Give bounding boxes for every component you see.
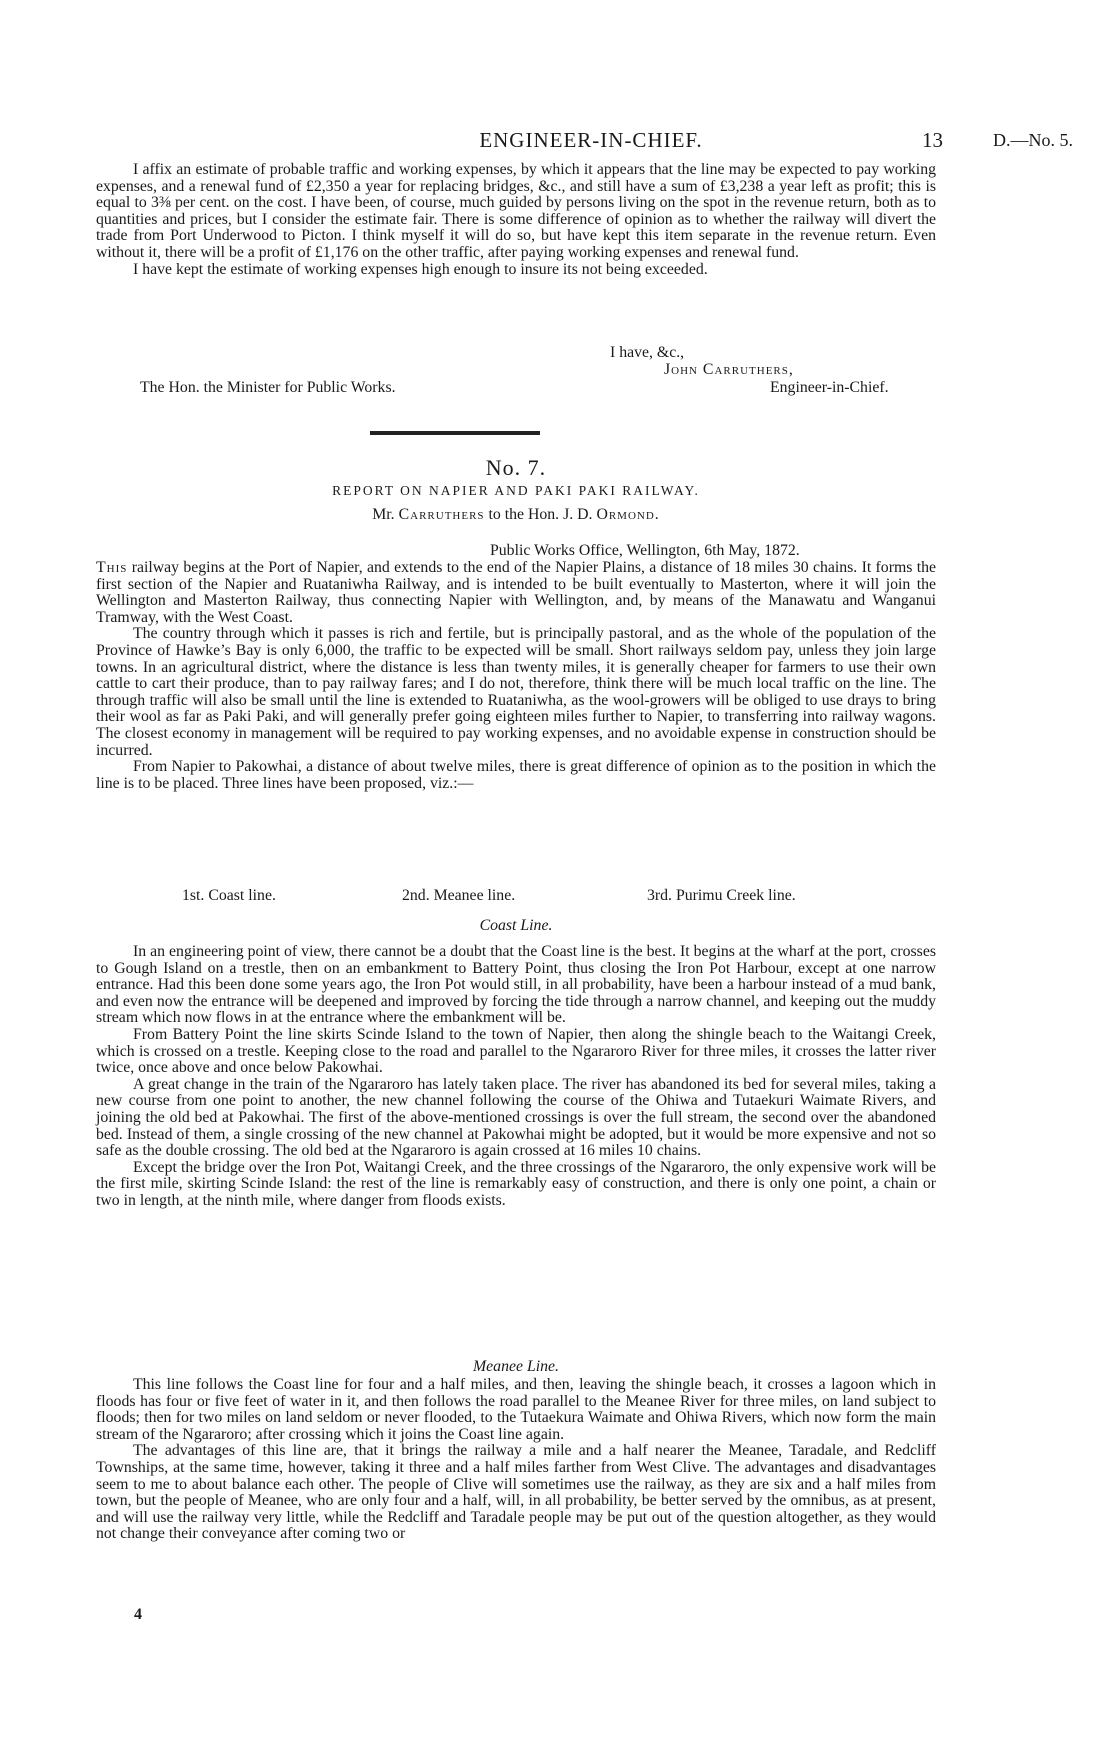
coast-line-section bbox=[96, 944, 936, 1210]
report-number: No. 7. bbox=[485, 455, 547, 480]
intro-paragraph: I have kept the estimate of working expenses high enough to insure its not being exceeded. bbox=[133, 260, 708, 278]
document-reference: D.—No. 5. bbox=[993, 130, 1073, 150]
lead-word: This bbox=[96, 559, 128, 576]
report-from-to bbox=[96, 506, 936, 524]
intro-paragraph: I affix an estimate of probable traffic and working expenses, by which it appears that the line may be expected to pay working expenses, and a renewal fund of £2,350 a year for replacing bridges, &c., and still have a sum of £3,238 a year left as profit; this is equal to 3⅜ per cent. on the cost. I have been, of course, much guided by persons living on the spot in the revenue return, both as to quantities and prices, but I consider the estimate fair. There is some difference of opinion as to whether the railway will divert the trade from Port Underwood to Picton. I think myself it will do so, but have kept this item separate in the revenue return. Even without it, there will be a profit of £1,176 on the other traffic, after paying working expenses and renewal fund. bbox=[96, 161, 936, 261]
section-divider bbox=[370, 431, 540, 435]
page-number: 13 bbox=[922, 128, 943, 152]
body-paragraph: This line follows the Coast line for four and a half miles, and then, leaving the shingle beach, it crosses a lagoon which in floods has four or five feet of water in it, and then follows the road parallel to the Meanee River for three miles, on land subject to floods; then for two miles on land seldom or never flooded, to the Tutaekura Waimate and Ohiwa Rivers, which now form the main stream of the Ngararoro; after crossing which it joins the Coast line again. bbox=[96, 1376, 936, 1443]
signature-closing: I have, &c., bbox=[610, 344, 685, 361]
dateline: Public Works Office, Wellington, 6th May, 1872. bbox=[490, 542, 800, 559]
signature-mark: 4 bbox=[134, 1606, 142, 1623]
section-heading-meanee: Meanee Line. bbox=[473, 1358, 559, 1375]
report-title: REPORT ON NAPIER AND PAKI PAKI RAILWAY. bbox=[332, 483, 700, 498]
meanee-line-section bbox=[96, 1377, 936, 1543]
proposed-line-item: 3rd. Purimu Creek line. bbox=[647, 887, 796, 904]
from-name: Carruthers bbox=[398, 506, 485, 523]
to-name: Ormond. bbox=[596, 506, 660, 523]
body-paragraph: From Napier to Pakowhai, a distance of about twelve miles, there is great difference of opinion as to the position in which the line is to be placed. Three lines have been proposed, viz.:— bbox=[96, 758, 936, 792]
body-paragraph: Except the bridge over the Iron Pot, Waitangi Creek, and the three crossings of the Ngararoro, the only expensive work will be the first mile, skirting Scinde Island: the rest of the line is remarkably easy of construction, and there is only one point, a chain or two in length, at the ninth mile, where danger from floods exists. bbox=[96, 1158, 936, 1209]
from-prefix: Mr. bbox=[372, 506, 395, 523]
body-paragraph: The country through which it passes is rich and fertile, but is principally pastoral, and as the whole of the population of the Province of Hawke’s Bay is only 6,000, the traffic to be expected will be small. Short railways seldom pay, unless they join large towns. In an agricultural district, where the distance is less than twenty miles, it is generally cheaper for farmers to use their own cattle to cart their produce, than to pay railway fares; and I do not, therefore, think there will be much local traffic on the line. The through traffic will also be small until the line is extended to Ruataniwha, as the wool-growers will be obliged to use drays to bring their wool as far as Paki Paki, and will generally prefer going eighteen miles further to Napier, to transferring into railway wagons. The closest economy in management will be required to pay working expenses, and no avoidable expense in construction should be incurred. bbox=[96, 625, 936, 759]
body-paragraph: The advantages of this line are, that it brings the railway a mile and a half nearer the Meanee, Taradale, and Redcliff Townships, at the same time, however, taking it three and a half miles farther from West Clive. The advantages and disadvantages seem to me to about balance each other. The people of Clive will sometimes use the railway, as they are six and a half miles from town, but the people of Meanee, who are only four and a half, will, in all probability, be better served by the omnibus, as at present, and will use the railway very little, while the Redcliff and Taradale people may be put out of the question altogether, as they would not change their conveyance after coming two or bbox=[96, 1442, 936, 1543]
body-paragraph: From Battery Point the line skirts Scinde Island to the town of Napier, then along the shingle beach to the Waitangi Creek, which is crossed on a trestle. Keeping close to the road and parallel to the Ngararoro River for three miles, it crosses the latter river twice, once above and once below Pakowhai. bbox=[96, 1025, 936, 1077]
proposed-line-item: 2nd. Meanee line. bbox=[402, 887, 516, 904]
body-paragraph: In an engineering point of view, there cannot be a doubt that the Coast line is the best. It begins at the wharf at the port, crosses to Gough Island on a trestle, then on an embankment to Battery Point, thus closing the Iron Pot Harbour, except at one narrow entrance. Had this been done some years ago, the Iron Pot would still, in all probability, have been a harbour instead of a mud bank, and even now the entrance will be deepened and improved by forcing the tide through a narrow channel, and keeping out the muddy stream which now flows in at the entrance where the embankment will be. bbox=[96, 943, 936, 1027]
to-prefix: to the Hon. J. D. bbox=[488, 506, 593, 523]
running-head bbox=[96, 128, 1086, 158]
intro-section bbox=[96, 162, 936, 278]
signature-title: Engineer-in-Chief. bbox=[770, 379, 889, 396]
signature-name: John Carruthers, bbox=[664, 361, 794, 378]
addressee: The Hon. the Minister for Public Works. bbox=[140, 379, 396, 396]
proposed-line-item: 1st. Coast line. bbox=[182, 887, 276, 904]
proposed-lines-list bbox=[96, 887, 936, 907]
body-paragraph: A great change in the train of the Ngararoro has lately taken place. The river has abandoned its bed for several miles, taking a new course from one point to another, the new channel following the course of the Ohiwa and Tutaekuri Waimate Rivers, and joining the old bed at Pakowhai. The first of the above-mentioned crossings is over the full stream, the second over the abandoned bed. Instead of them, a single crossing of the new channel at Pakowhai might be adopted, but it would be more expensive and not so safe as the double crossing. The old bed at the Ngararoro is again crossed at 16 miles 10 chains. bbox=[96, 1075, 936, 1160]
report-intro-section bbox=[96, 560, 936, 792]
running-title: ENGINEER-IN-CHIEF. bbox=[479, 128, 703, 152]
body-paragraph: This railway begins at the Port of Napier, and extends to the end of the Napier Plains, a distance of 18 miles 30 chains. It forms the first section of the Napier and Ruataniwha Railway, and is intended to be built eventually to Masterton, where it will join the Wellington and Masterton Railway, thus connecting Napier with Wellington, and, by means of the Manawatu and Wanganui Tramway, with the West Coast. bbox=[96, 559, 936, 626]
section-heading-coast: Coast Line. bbox=[479, 917, 553, 934]
